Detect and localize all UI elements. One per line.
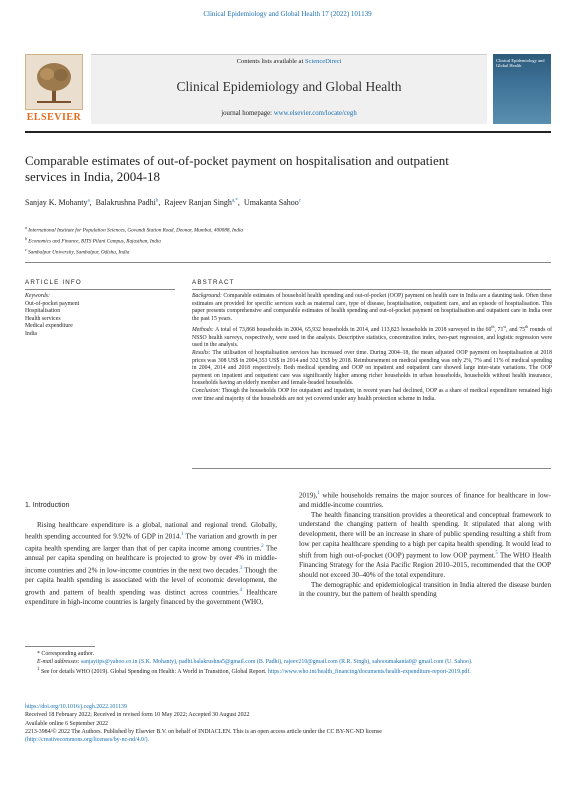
citation-link[interactable]: 1	[317, 491, 320, 496]
abstract-text	[192, 293, 552, 403]
footnote-url[interactable]: https://www.who.int/health_financing/documents/health-expenditure-report-2019.pdf.	[268, 669, 471, 676]
affiliation-item: $^c$ Sambalpur University, Sambalpur, Odisha, India	[25, 247, 130, 257]
journal-citation[interactable]: Clinical Epidemiology and Global Health 17 (2022) 101139	[203, 10, 372, 18]
abstract-rule	[192, 289, 551, 290]
body-paragraph-cont: 2019),$^1$ while households remains the major sources of finance for healthcare in low- and middle-income countries.	[299, 491, 551, 510]
info-rule	[25, 289, 175, 290]
author-affil-marker[interactable]: b	[155, 198, 159, 204]
body-left-column	[25, 489, 277, 607]
email-note: E-mail addresses: sanjayiips@yahoo.co.in (S.K. Mohanty), padhi.balakrushna5@gmail.com (B. Padhi), rajeev210@gmail.com (R.R. Singh), sahooumakanta0@ gmail.com (U. Sahoo).	[37, 659, 473, 666]
journal-cover-thumbnail[interactable]	[493, 54, 551, 124]
homepage-link[interactable]: www.elsevier.com/locate/cegh	[273, 110, 357, 117]
author-name[interactable]: Balakrushna Padhi	[95, 198, 156, 207]
abstract-results: Results: The utilisation of hospitalisation services has increased over time. During 2004–18, the mean adjusted OOP payment on hospitalisation at 2018 prices was 308 US$ in 2004,353 US$ in 2014 and 332 US$ by 2018. Reimbursement on medical spending was only 2%, 7% and 11% of medical spending in 2004, 2014 and 2018 respectively. Both medical spending and OOP on inpatient and outpatient care showed large inter-state variations. The OOP payment on inpatient and outpatient care was significantly higher among richer households in urban households, households without health insurance, households having an elderly member and female-headed households.	[192, 350, 552, 387]
keyword-item: Hospitalisation	[25, 308, 61, 315]
affiliations	[25, 224, 243, 258]
journal-banner	[91, 54, 487, 124]
homepage-prefix: journal homepage:	[221, 110, 274, 117]
keywords-label: Keywords:	[25, 293, 50, 299]
license-text: 2213-3984/© 2022 The Authors. Published by Elsevier B.V. on behalf of INDIACLEN. This is an open access article under the CC BY-NC-ND license	[25, 728, 382, 735]
footnote-1: $^1$ See for details WHO (2019). Global Spending on Health: A World in Transition, Global Report. https://www.who.int/health_financing/documents/health-expenditure-report-2019.pdf.	[37, 667, 471, 676]
doi-link[interactable]: https://doi.org/10.1016/j.cegh.2022.101139	[25, 704, 127, 710]
elsevier-logo[interactable]	[25, 54, 83, 124]
keyword-item: Out-of-pocket payment	[25, 300, 80, 307]
contents-line	[91, 58, 487, 65]
author-affil-marker[interactable]: a	[87, 198, 90, 204]
abstract-background: Background: Comparable estimates of household health spending and out-of-pocket (OOP) payment on health care in India are a daunting task. Often these estimates are provided for specific services such as maternal care, type of disease, hospitalisation, outpatient care, and an episode of hospitalisation. This paper presents comprehensive and comparable estimates of health spending and out-of-pocket payment on hospitalisation and outpatient care in India over the past 15 years.	[192, 293, 553, 322]
citation-link[interactable]: 1	[181, 532, 184, 538]
section-heading-introduction: 1. Introduction	[25, 502, 70, 509]
abstract-methods: Methods: A total of 73,868 households in 2004, 65,932 households in 2014, and 113,823 households in 2018 surveyed in the 60th, 71st, and 75th rounds of NSSO health surveys, respectively, were used in the analysis. Descriptive statistics, concentration index, two-part regression, and logistic regression were used in the analysis.	[192, 324, 552, 349]
received-dates: Received 18 February 2022; Received in revised form 10 May 2022; Accepted 30 August 2022	[25, 712, 250, 719]
citation-link[interactable]: 2	[261, 544, 264, 550]
body-paragraph: The health financing transition provides a theoretical and conceptual framework to understand the changing pattern of health spending. It stipulated that along with development, there will be an increase in share of public spending resulting a shift from low per capita healthcare spending to a high per capita health spending. It would lead to shift from high out-of-pocket (OOP) payment to low OOP payment.$^5$ The WHO Health Financing Strategy for the Asia Pacific Region 2010–2015, recommended that the OOP should not exceed 30–40% of the total expenditure.	[299, 510, 551, 579]
author-name[interactable]: Umakanta Sahoo	[243, 198, 299, 207]
elsevier-tree-icon	[25, 54, 83, 110]
citation-link[interactable]: 4	[239, 587, 243, 593]
masthead	[25, 54, 551, 126]
keywords-block	[25, 293, 160, 339]
affiliation-item: $^a$ International Institute for Population Sciences, Govandi Station Road, Deonar, Mumbai, 400088, India	[25, 225, 243, 234]
author-name[interactable]: Sanjay K. Mohanty	[25, 198, 88, 207]
body-right-column	[299, 489, 551, 600]
body-paragraph: Rising healthcare expenditure is a global, national and regional trend. Globally, health spending accounted for 9.92% of GDP in 2014.$^1$ The variation and growth in per capita health spending are larger than that of per capita income among countries.$^2$ The annual per capita spending on healthcare is projected to grow by over 4% in middle-income countries and 2% in low-income countries in the next two decades.$^3$ Though the per capita health spending is associated with the level of economic development, the growth and pattern of health spending was distinct across countries.$^4$ Healthcare expenditure in high-income countries is largely financed by the government (WHO,	[25, 520, 277, 606]
corresponding-note: * Corresponding author.	[37, 651, 95, 657]
affil-divider	[25, 262, 551, 263]
keyword-item: India	[25, 330, 37, 337]
article-title: Comparable estimates of out-of-pocket payment on hospitalisation and outpatient services in India, 2004-18	[25, 153, 449, 184]
author-name[interactable]: Rajeev Ranjan Singh	[164, 198, 232, 207]
author-affil-marker[interactable]: c	[298, 198, 302, 204]
journal-title: Clinical Epidemiology and Global Health	[176, 79, 402, 94]
keyword-item: Medical expenditure	[25, 323, 73, 330]
abstract-heading: ABSTRACT	[192, 279, 235, 286]
citation-link[interactable]: 3	[240, 566, 243, 571]
footnote-rule	[25, 646, 95, 647]
abstract-conclusion: Conclusion: Though the households OOP for outpatient and inpatient, in recent years had declined, OOP as a share of medical expenditure remained high over time and majority of the households are not yet covered under any health protection scheme in India.	[192, 388, 552, 402]
contents-prefix: Contents lists available at	[236, 58, 305, 65]
license-link[interactable]: (http://creativecommons.org/licenses/by-nc-nd/4.0/).	[25, 737, 150, 744]
email-links[interactable]: sanjayiips@yahoo.co.in (S.K. Mohanty), padhi.balakrushna5@gmail.com (B. Padhi), rajeev210@gmail.com (R.R. Singh), sahooumakanta0@ gmail.com (U. Sahoo).	[80, 659, 473, 666]
sciencedirect-link[interactable]: ScienceDirect	[304, 58, 342, 65]
online-date: Available online 6 September 2022	[25, 720, 108, 727]
author-list: Sanjay K. Mohanty$^a$, Balakrushna Padhi$^b$, Rajeev Ranjan Singh$^{a,*}$, Umakanta Sahoo$^c$	[25, 198, 302, 207]
cover-title: Clinical Epidemiology and Global Health	[496, 58, 545, 68]
citation-link[interactable]: 5	[495, 551, 498, 557]
homepage-line	[91, 110, 487, 117]
affiliation-item: $^b$ Economics and Finance, BITS Pilani Campus, Rajasthan, India	[25, 236, 161, 245]
article-meta-footer	[25, 703, 551, 744]
header-divider	[25, 131, 551, 133]
footnotes	[25, 650, 551, 677]
keyword-item: Health services	[25, 315, 61, 322]
author-affil-marker[interactable]: a,*	[231, 198, 238, 204]
elsevier-wordmark: ELSEVIER	[26, 112, 82, 123]
abstract-end-rule	[192, 468, 551, 469]
body-paragraph: The demographic and epidemiological transition in India altered the disease burden in the country, but the pattern of health spending	[299, 580, 551, 599]
article-info-heading: ARTICLE INFO	[25, 279, 82, 286]
